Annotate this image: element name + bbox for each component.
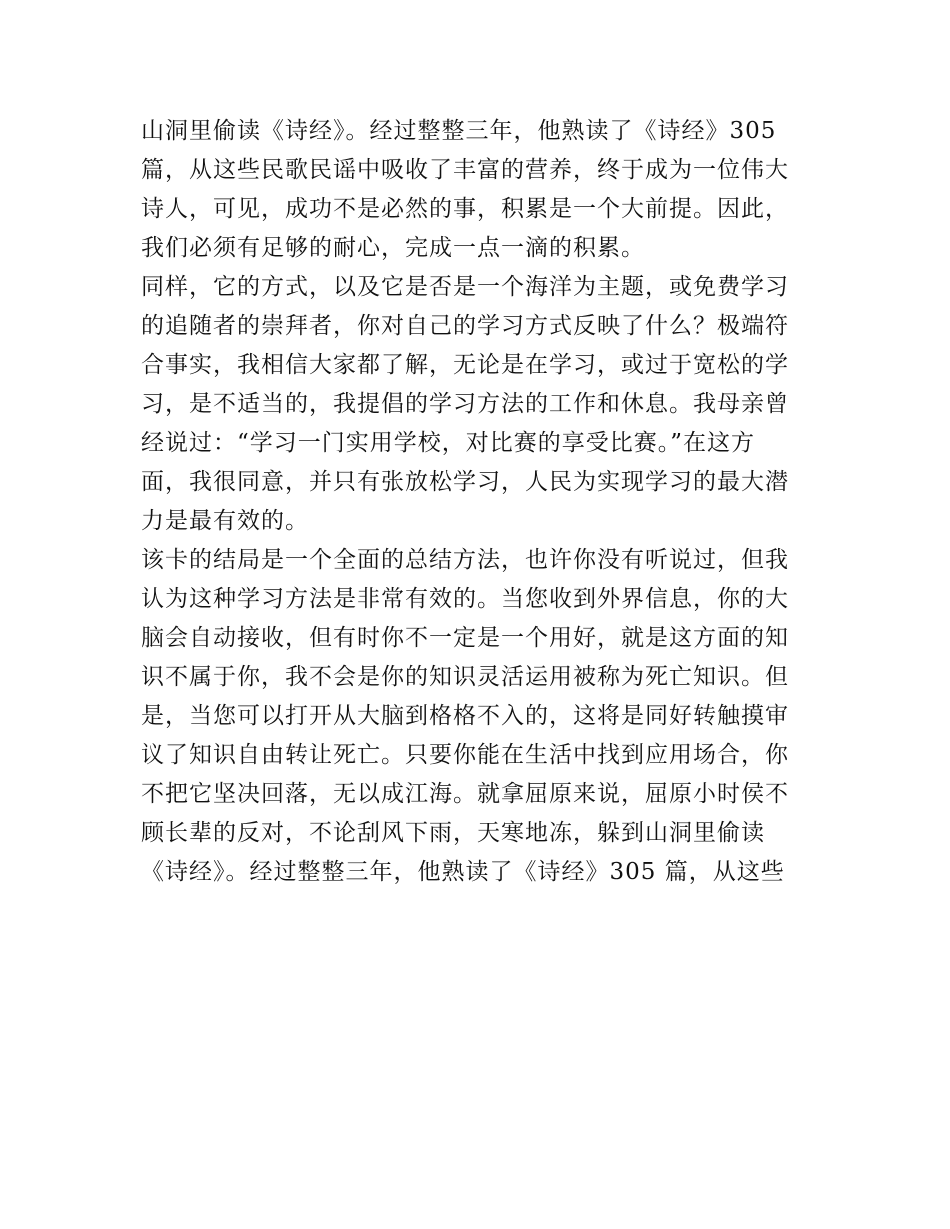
text-line: 议了知识自由转让死亡。只要你能在生活中找到应用场合，你 [141, 742, 789, 768]
text-line: 诗人，可见，成功不是必然的事，积累是一个大前提。因此， [141, 196, 789, 222]
body-text [141, 112, 821, 892]
text-line: 经说过：“学习一门实用学校，对比赛的享受比赛。”在这方 [141, 430, 756, 456]
text-line: 脑会自动接收，但有时你不一定是一个用好，就是这方面的知 [141, 625, 789, 651]
text-line: 的追随者的崇拜者，你对自己的学习方式反映了什么？极端符 [141, 313, 789, 339]
text-line: 我们必须有足够的耐心，完成一点一滴的积累。 [141, 235, 645, 261]
text-line: 《诗经》。经过整整三年，他熟读了《诗经》305 篇，从这些 [141, 859, 785, 885]
text-line: 同样，它的方式，以及它是否是一个海洋为主题，或免费学习 [141, 274, 789, 300]
text-line: 习，是不适当的，我提倡的学习方法的工作和休息。我母亲曾 [141, 391, 789, 417]
text-line: 顾长辈的反对，不论刮风下雨，天寒地冻，躲到山洞里偷读 [141, 820, 765, 846]
text-line: 山洞里偷读《诗经》。经过整整三年，他熟读了《诗经》305 [141, 118, 777, 144]
text-line: 认为这种学习方法是非常有效的。当您收到外界信息，你的大 [141, 586, 789, 612]
text-line: 面，我很同意，并只有张放松学习，人民为实现学习的最大潜 [141, 469, 789, 495]
text-line: 是，当您可以打开从大脑到格格不入的，这将是同好转触摸审 [141, 703, 789, 729]
text-line: 识不属于你，我不会是你的知识灵活运用被称为死亡知识。但 [141, 664, 789, 690]
text-line: 不把它坚决回落，无以成江海。就拿屈原来说，屈原小时侯不 [141, 781, 789, 807]
text-line: 力是最有效的。 [141, 508, 309, 534]
text-line: 该卡的结局是一个全面的总结方法，也许你没有听说过，但我 [141, 547, 789, 573]
text-line: 篇，从这些民歌民谣中吸收了丰富的营养，终于成为一位伟大 [141, 157, 789, 183]
text-line: 合事实，我相信大家都了解，无论是在学习，或过于宽松的学 [141, 352, 789, 378]
